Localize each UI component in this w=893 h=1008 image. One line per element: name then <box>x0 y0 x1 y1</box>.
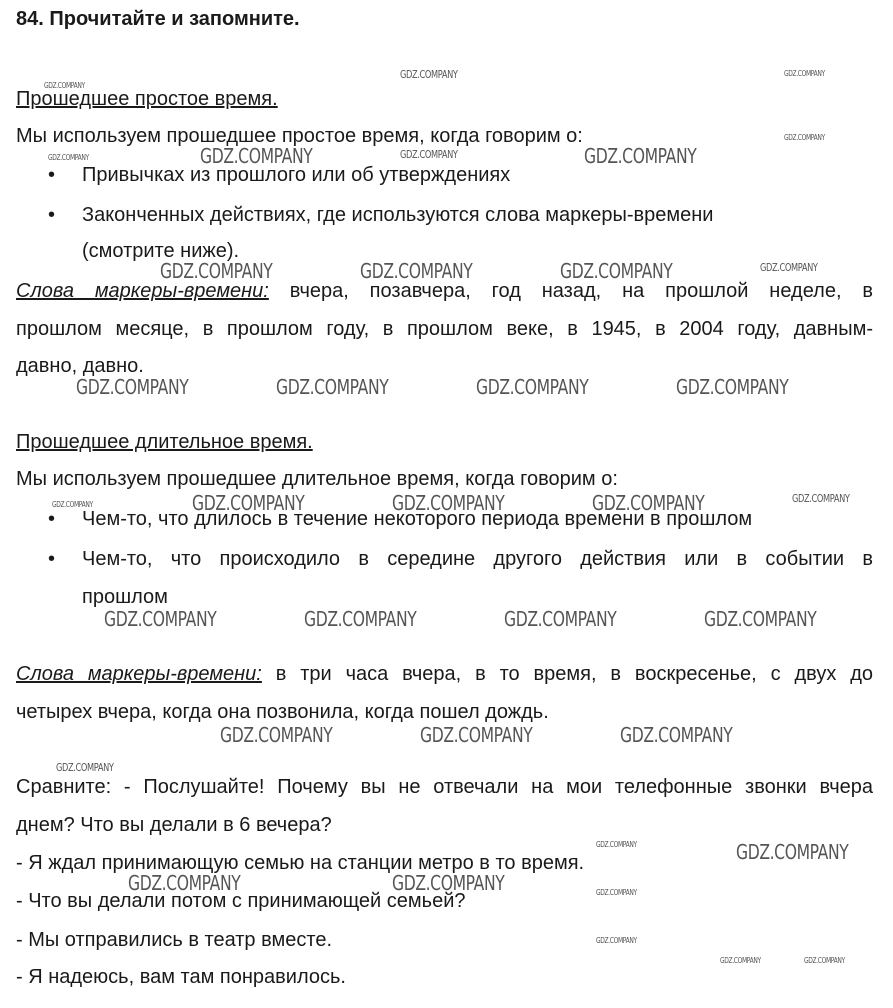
past-simple-intro: Мы используем прошедшее простое время, когда говорим о: <box>16 125 583 147</box>
watermark: GDZ.COMPANY <box>592 491 705 515</box>
past-continuous-bullet-2: Чем-то, что происходило в середине другого действия или в событии в <box>82 548 873 570</box>
watermark: GDZ.COMPANY <box>504 607 617 631</box>
past-simple-bullet-2-cont: (смотрите ниже). <box>82 240 240 262</box>
watermark: GDZ.COMPANY <box>720 956 761 965</box>
watermark: GDZ.COMPANY <box>104 607 217 631</box>
past-simple-markers-line-1 <box>16 280 873 303</box>
watermark: GDZ.COMPANY <box>620 723 733 747</box>
watermark: GDZ.COMPANY <box>192 491 305 515</box>
watermark: GDZ.COMPANY <box>784 133 825 142</box>
watermark: GDZ.COMPANY <box>400 68 458 81</box>
compare-line-1: Сравните: - Послушайте! Почему вы не отвечали на мои телефонные звонки вчера <box>16 776 873 798</box>
watermark: GDZ.COMPANY <box>220 723 333 747</box>
watermark: GDZ.COMPANY <box>736 840 849 864</box>
watermark: GDZ.COMPANY <box>792 492 850 505</box>
watermark: GDZ.COMPANY <box>304 607 417 631</box>
watermark: GDZ.COMPANY <box>360 259 473 283</box>
markers-text: вчера, позавчера, год назад, на прошлой неделе, в <box>289 280 874 302</box>
watermark: GDZ.COMPANY <box>704 607 817 631</box>
bullet-icon: • <box>48 164 56 186</box>
watermark: GDZ.COMPANY <box>804 956 845 965</box>
watermark: GDZ.COMPANY <box>392 491 505 515</box>
compare-line-5: - Мы отправились в театр вместе. <box>16 929 332 951</box>
past-continuous-heading: Прошедшее длительное время. <box>16 431 313 453</box>
past-simple-heading: Прошедшее простое время. <box>16 88 278 110</box>
watermark: GDZ.COMPANY <box>784 69 825 78</box>
past-continuous-bullet-2-cont: прошлом <box>82 586 168 608</box>
watermark: GDZ.COMPANY <box>420 723 533 747</box>
compare-line-3: - Я ждал принимающую семью на станции метро в то время. <box>16 852 585 874</box>
watermark: GDZ.COMPANY <box>76 375 189 399</box>
past-continuous-markers-line-2: четырех вчера, когда она позвонила, когда пошел дождь. <box>16 701 549 723</box>
watermark: GDZ.COMPANY <box>560 259 673 283</box>
watermark: GDZ.COMPANY <box>392 871 505 895</box>
watermark: GDZ.COMPANY <box>48 153 89 162</box>
compare-line-4: - Что вы делали потом с принимающей семьей? <box>16 890 466 912</box>
past-continuous-intro: Мы используем прошедшее длительное время, когда говорим о: <box>16 468 618 490</box>
watermark: GDZ.COMPANY <box>160 259 273 283</box>
past-simple-bullet-2: Законченных действиях, где используются слова маркеры-времени <box>82 204 714 226</box>
watermark: GDZ.COMPANY <box>276 375 389 399</box>
watermark: GDZ.COMPANY <box>760 261 818 274</box>
exercise-title: 84. Прочитайте и запомните. <box>16 8 300 30</box>
past-simple-markers-line-3: давно, давно. <box>16 355 144 377</box>
watermark: GDZ.COMPANY <box>200 144 313 168</box>
past-continuous-markers-line-1 <box>16 663 873 686</box>
watermark: GDZ.COMPANY <box>52 500 93 509</box>
bullet-icon: • <box>48 204 56 226</box>
bullet-icon: • <box>48 548 56 570</box>
bullet-icon: • <box>48 508 56 530</box>
markers-text: в три часа вчера, в то время, в воскресенье, с двух до <box>275 663 873 685</box>
past-simple-markers-line-2: прошлом месяце, в прошлом году, в прошлом веке, в 1945, в 2004 году, давным- <box>16 318 873 340</box>
watermark: GDZ.COMPANY <box>596 888 637 897</box>
watermark: GDZ.COMPANY <box>128 871 241 895</box>
watermark: GDZ.COMPANY <box>476 375 589 399</box>
watermark: GDZ.COMPANY <box>56 761 114 774</box>
markers-label: Слова маркеры-времени: <box>16 280 269 302</box>
markers-label: Слова маркеры-времени: <box>16 663 262 685</box>
watermark: GDZ.COMPANY <box>596 840 637 849</box>
watermark: GDZ.COMPANY <box>400 148 458 161</box>
watermark: GDZ.COMPANY <box>596 936 637 945</box>
watermark: GDZ.COMPANY <box>44 81 85 90</box>
compare-line-2: днем? Что вы делали в 6 вечера? <box>16 814 332 836</box>
past-simple-bullet-1: Привычках из прошлого или об утверждениях <box>82 164 511 186</box>
watermark: GDZ.COMPANY <box>584 144 697 168</box>
compare-line-6: - Я надеюсь, вам там понравилось. <box>16 966 346 988</box>
past-continuous-bullet-1: Чем-то, что длилось в течение некоторого периода времени в прошлом <box>82 508 753 530</box>
watermark: GDZ.COMPANY <box>676 375 789 399</box>
